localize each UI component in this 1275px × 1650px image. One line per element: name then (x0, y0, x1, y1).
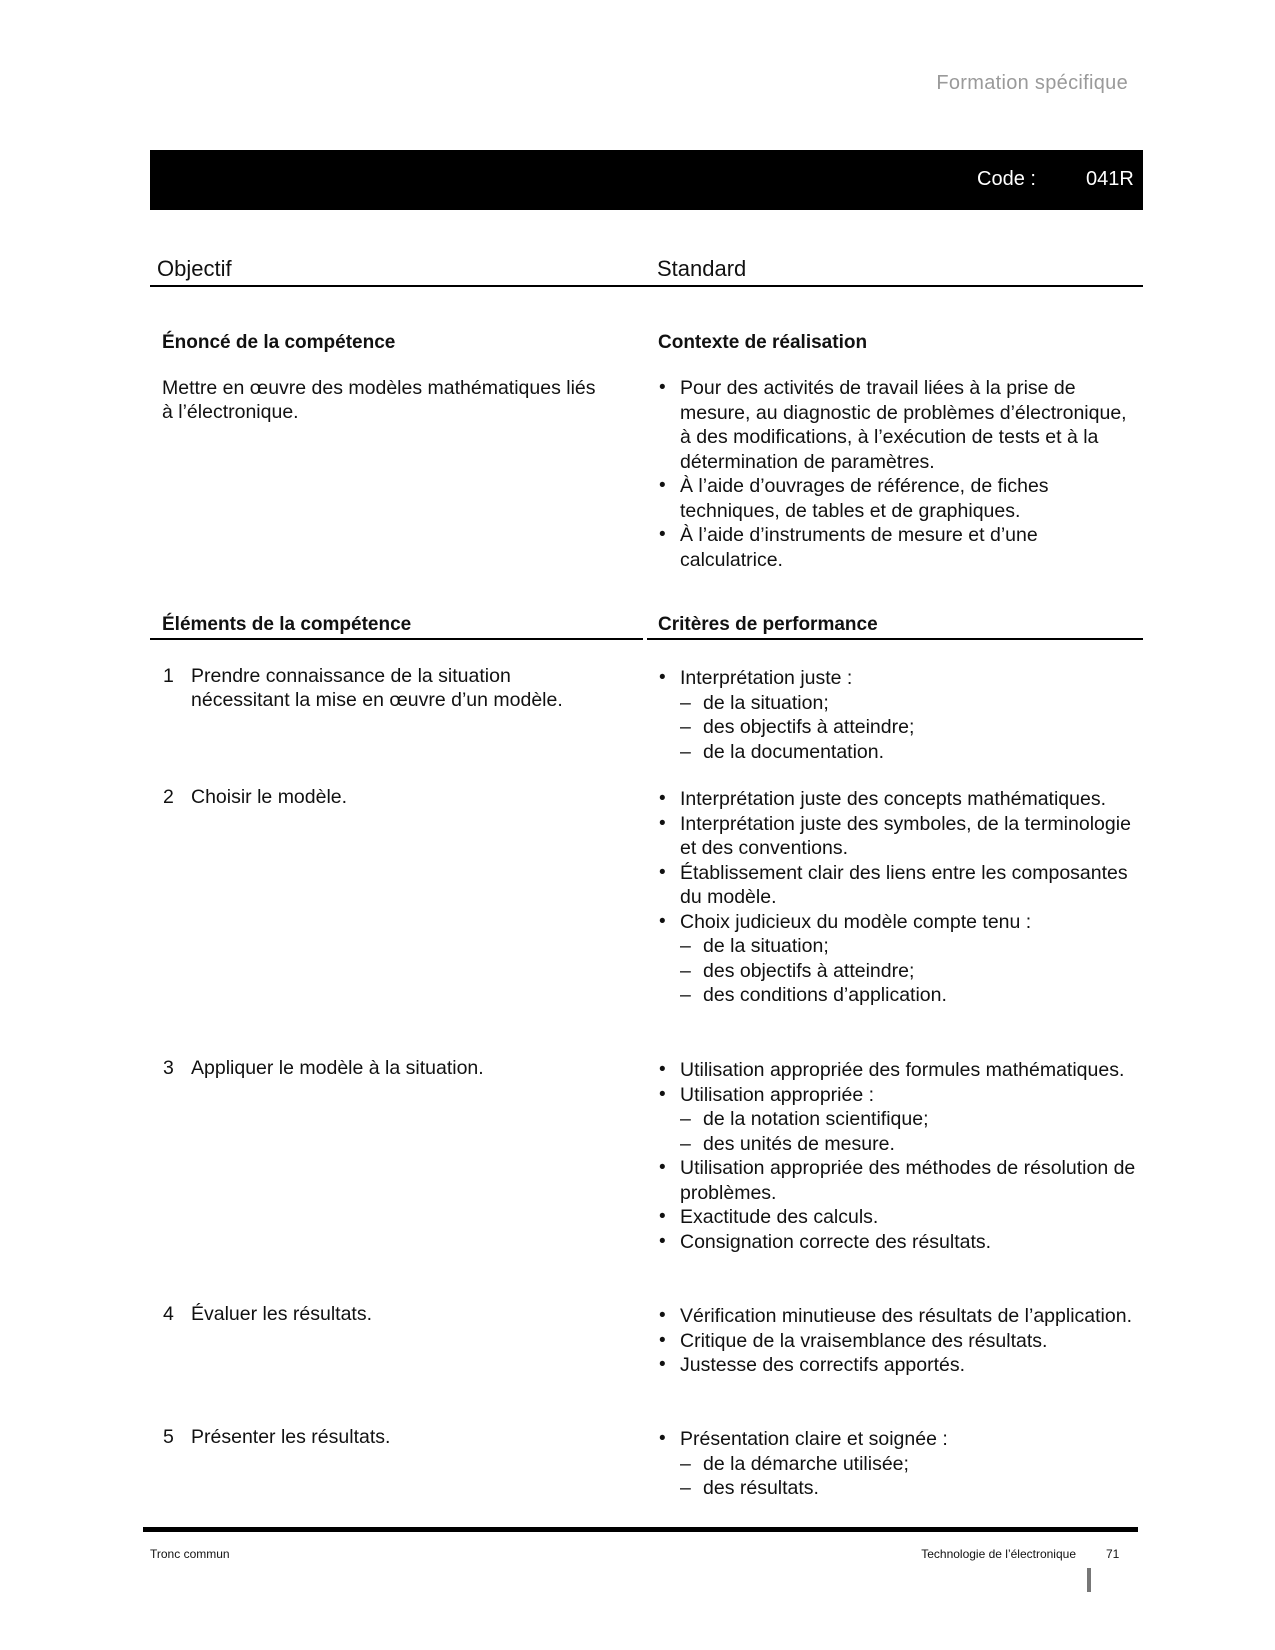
criterion-item: • Utilisation appropriée des formules mathématiques. (657, 1058, 1137, 1083)
criterion-item: • Interprétation juste des symboles, de la terminologie et des conventions. (657, 812, 1137, 861)
enonce-text-line-2: à l’électronique. (162, 401, 299, 423)
element-number: 2 (163, 786, 174, 808)
page-header-label: Formation spécifique (936, 72, 1128, 94)
criteria-list-3 (657, 1058, 1137, 1254)
element-number: 4 (163, 1303, 174, 1325)
element-number: 5 (163, 1426, 174, 1448)
criteria-list-1 (657, 666, 1137, 764)
element-number: 3 (163, 1057, 174, 1079)
contexte-item: • Pour des activités de travail liées à la prise de mesure, au diagnostic de problèmes d’électronique, à des modifications, à l’exécution de tests et à la détermination de paramètres. (657, 376, 1137, 474)
criterion-subitem: – de la documentation. (680, 740, 1137, 765)
criterion-subitem: – des objectifs à atteindre; (680, 715, 1137, 740)
enonce-text-line-1: Mettre en œuvre des modèles mathématiques liés (162, 377, 596, 399)
criterion-item: • Consignation correcte des résultats. (657, 1230, 1137, 1255)
competence-element-3 (163, 1056, 633, 1080)
criterion-item: • Établissement clair des liens entre les composantes du modèle. (657, 861, 1137, 910)
column-title-objectif: Objectif (157, 256, 232, 281)
criterion-item (657, 1083, 1137, 1157)
criterion-item: • Interprétation juste des concepts mathématiques. (657, 787, 1137, 812)
criterion-item: • Justesse des correctifs apportés. (657, 1353, 1137, 1378)
criterion-subitem: – des résultats. (680, 1476, 1137, 1501)
contexte-item: • À l’aide d’ouvrages de référence, de fiches techniques, de tables et de graphiques. (657, 474, 1137, 523)
competence-element-2 (163, 785, 633, 809)
element-text-line: Choisir le modèle. (191, 786, 348, 808)
element-text-line: nécessitant la mise en œuvre d’un modèle. (191, 689, 563, 711)
element-text-line: Prendre connaissance de la situation (191, 665, 511, 687)
column-title-rule (150, 285, 1143, 287)
criterion-item: • Critique de la vraisemblance des résultats. (657, 1329, 1137, 1354)
element-text-line: Évaluer les résultats. (191, 1303, 372, 1325)
criterion-subitem: – de la situation; (680, 691, 1137, 716)
criterion-text: Choix judicieux du modèle compte tenu : (680, 910, 1032, 933)
contexte-title: Contexte de réalisation (658, 332, 868, 353)
criterion-sublist (680, 1452, 1137, 1501)
enonce-title: Énoncé de la compétence (162, 332, 396, 353)
criterion-sublist (680, 1107, 1137, 1156)
criteria-list-4 (657, 1304, 1137, 1378)
criteria-list-2 (657, 787, 1137, 1008)
code-value: 041R (1086, 168, 1134, 190)
page-number: 71 (1106, 1547, 1120, 1561)
criterion-item: • Utilisation appropriée des méthodes de résolution de problèmes. (657, 1156, 1137, 1205)
enonce-text (162, 376, 642, 424)
code-bar (150, 150, 1143, 210)
criterion-sublist (680, 691, 1137, 765)
column-title-standard: Standard (657, 256, 747, 281)
criterion-item: • Exactitude des calculs. (657, 1205, 1137, 1230)
criterion-subitem: – des objectifs à atteindre; (680, 959, 1137, 984)
criterion-subitem: – de la situation; (680, 934, 1137, 959)
element-text-line: Appliquer le modèle à la situation. (191, 1057, 484, 1079)
criteres-title-rule (647, 638, 1143, 640)
element-number: 1 (163, 665, 174, 687)
competence-element-5 (163, 1425, 633, 1449)
criterion-sublist (680, 934, 1137, 1008)
footer-section: Tronc commun (150, 1547, 230, 1561)
criterion-subitem: – des conditions d’application. (680, 983, 1137, 1008)
competence-element-1 (163, 664, 633, 712)
footer-rule (143, 1527, 1138, 1532)
criterion-item: • Vérification minutieuse des résultats de l’application. (657, 1304, 1137, 1329)
code-label: Code : (977, 168, 1036, 190)
criterion-subitem: – des unités de mesure. (680, 1132, 1137, 1157)
margin-mark (1087, 1568, 1091, 1592)
criteres-title: Critères de performance (658, 614, 878, 635)
criteria-list-5 (657, 1427, 1137, 1501)
criterion-item (657, 666, 1137, 764)
elements-title-rule (150, 638, 643, 640)
criterion-item (657, 910, 1137, 1008)
criterion-item (657, 1427, 1137, 1501)
contexte-list (657, 376, 1137, 572)
criterion-text: Interprétation juste : (680, 667, 853, 689)
competence-element-4 (163, 1302, 633, 1326)
contexte-item: • À l’aide d’instruments de mesure et d’une calculatrice. (657, 523, 1137, 572)
footer-program: Technologie de l’électronique (921, 1547, 1076, 1561)
criterion-subitem: – de la démarche utilisée; (680, 1452, 1137, 1477)
criterion-subitem: – de la notation scientifique; (680, 1107, 1137, 1132)
criterion-text: Utilisation appropriée : (680, 1083, 875, 1106)
element-text-line: Présenter les résultats. (191, 1426, 391, 1448)
criterion-text: Présentation claire et soignée : (680, 1428, 948, 1450)
elements-title: Éléments de la compétence (162, 614, 412, 635)
